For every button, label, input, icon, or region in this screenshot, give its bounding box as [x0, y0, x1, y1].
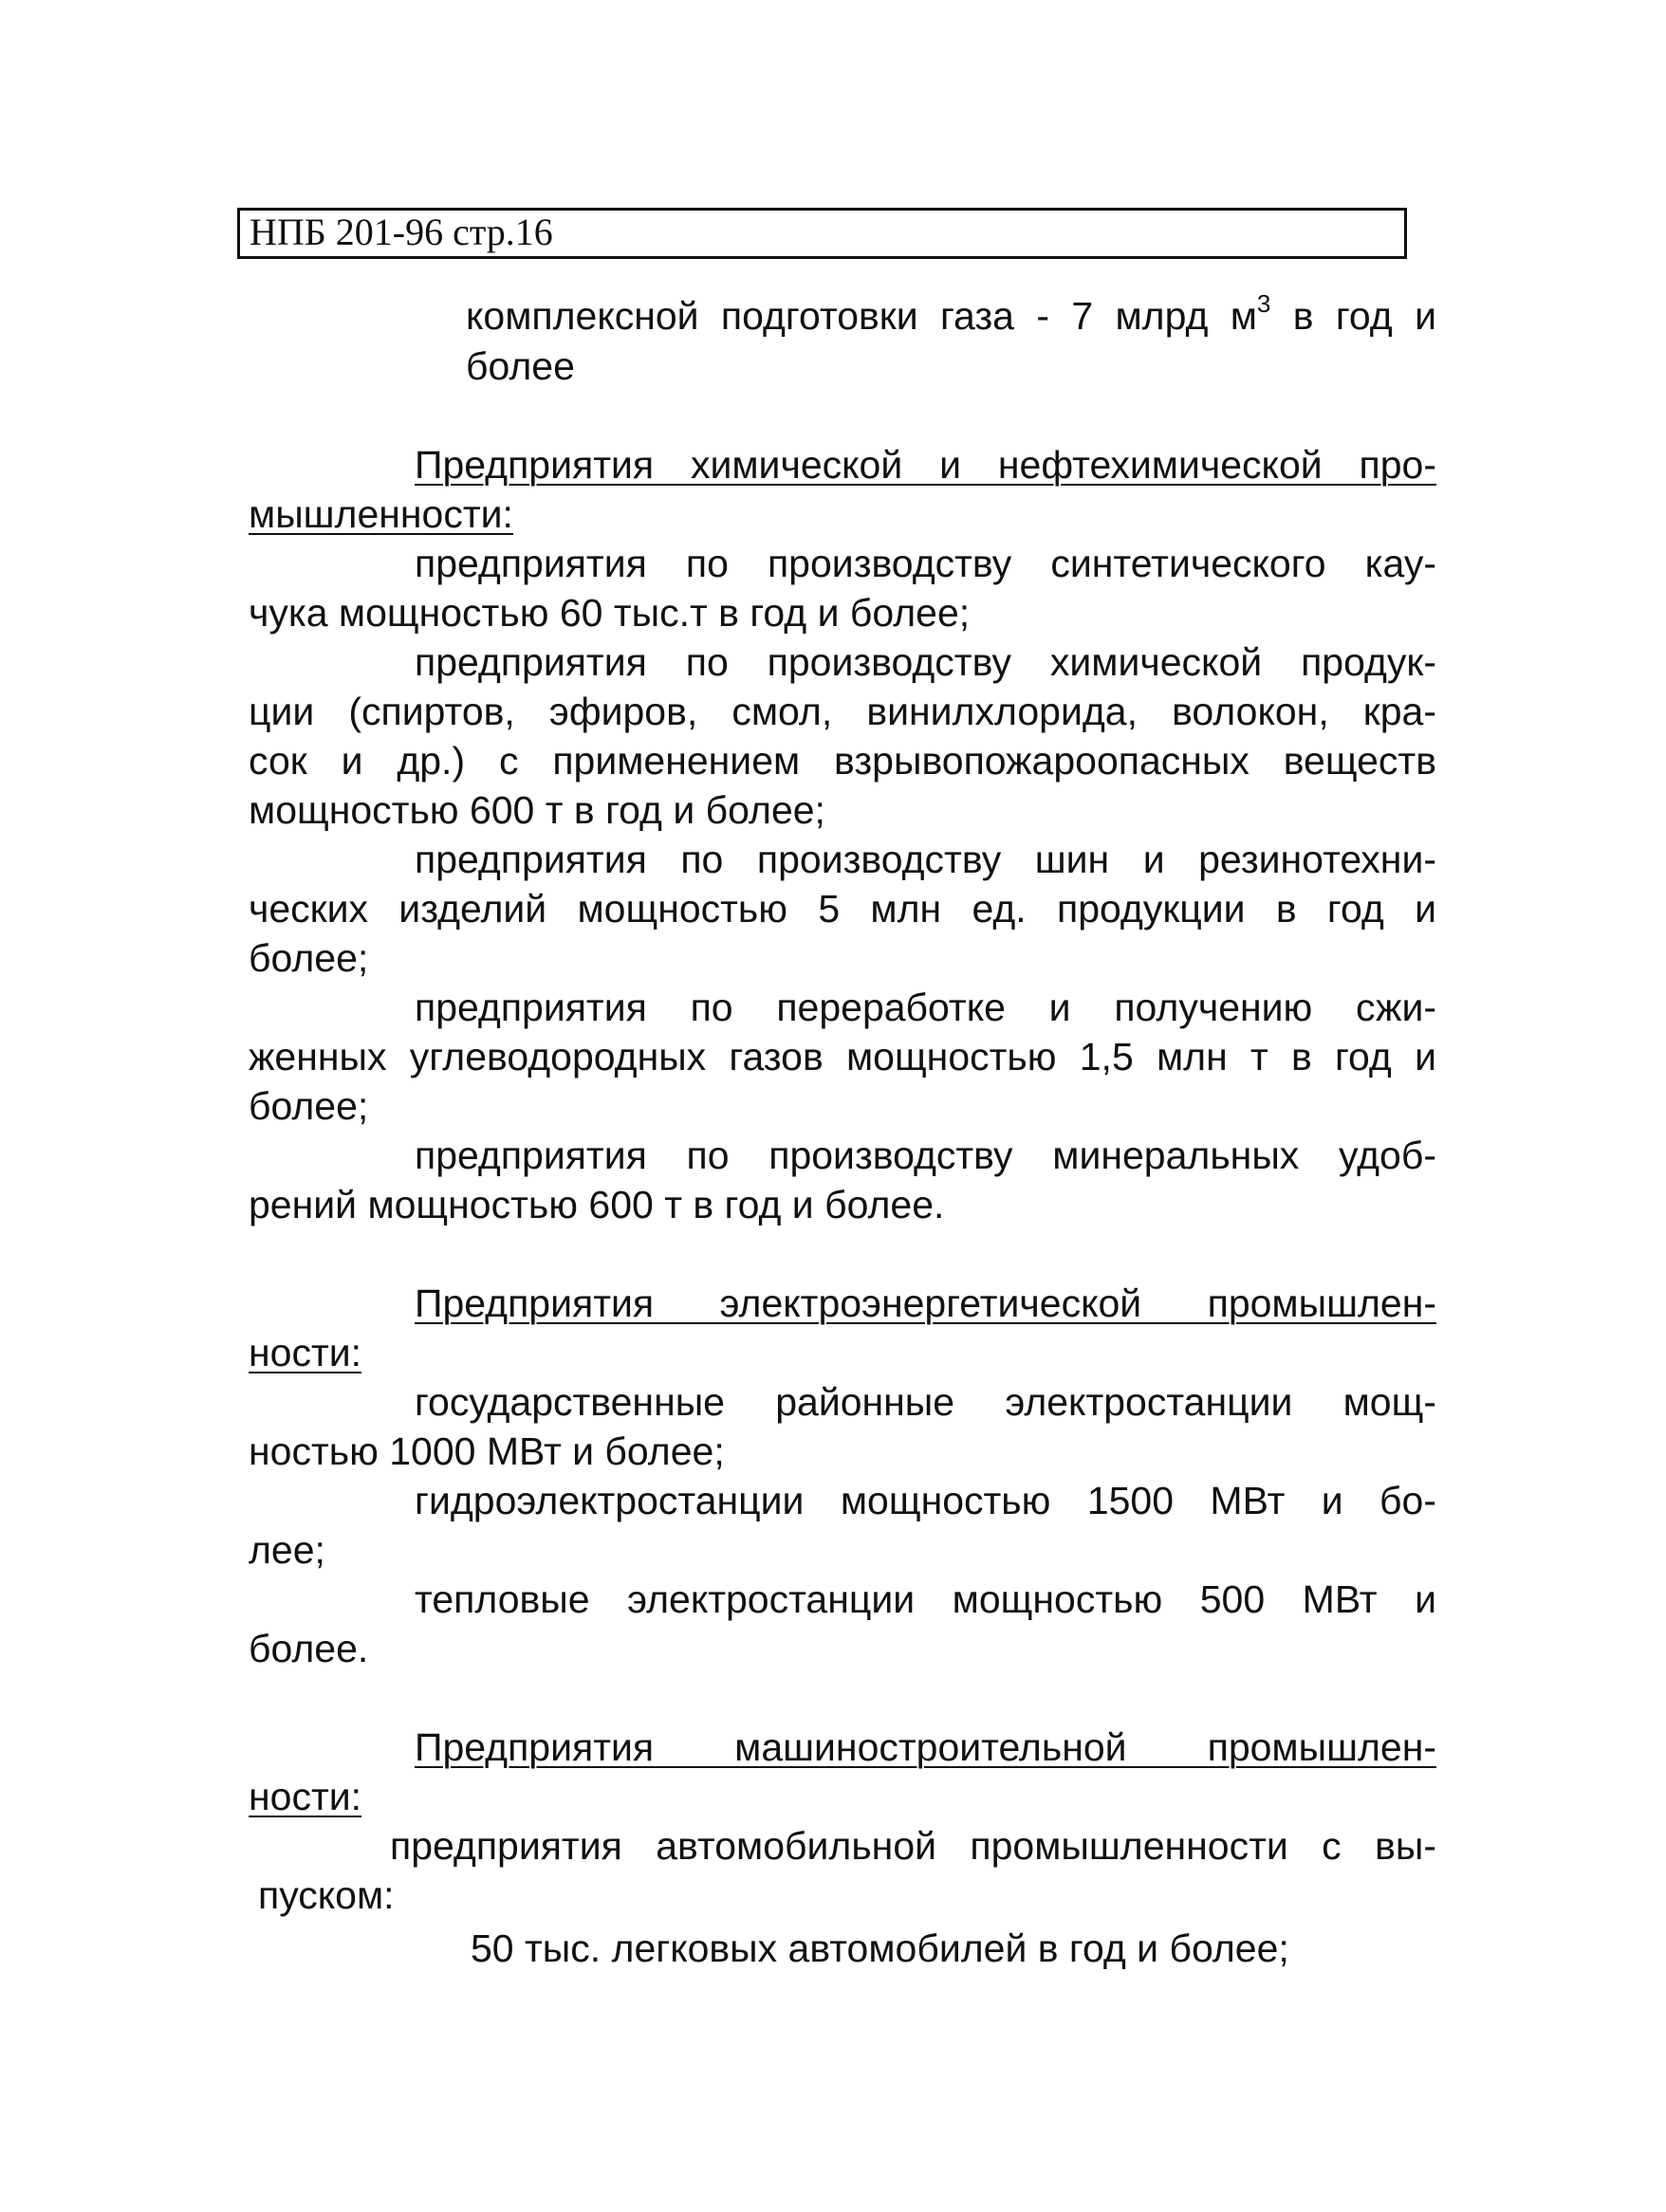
list-item-cont: ческих изделий мощностью 5 млн ед. продукции в год и	[249, 887, 1436, 931]
list-item: предприятия по производству химической продук-	[415, 640, 1436, 684]
section-heading-chemical-cont: мышленности:	[249, 492, 513, 536]
list-item-cont: мощностью 600 т в год и более;	[249, 788, 825, 832]
intro-line-1: комплексной подготовки газа - 7 млрд $м^3$ в год и	[466, 289, 1436, 338]
list-item: предприятия автомобильной промышленности с вы-	[390, 1824, 1436, 1868]
header-title: НПБ 201-96 стр.16	[250, 211, 553, 253]
list-item-cont: ностью 1000 МВт и более;	[249, 1429, 725, 1473]
list-item: гидроэлектростанции мощностью 1500 МВт и бо-	[415, 1479, 1436, 1522]
intro-line-2: более	[466, 344, 575, 388]
list-item: государственные районные электростанции мощ-	[415, 1380, 1436, 1424]
list-item: 50 тыс. легковых автомобилей в год и более;	[471, 1926, 1289, 1970]
list-item-cont: пуском:	[258, 1873, 395, 1917]
list-item-cont: женных углеводородных газов мощностью 1,5 млн т в год и	[249, 1035, 1436, 1078]
section-heading-chemical: Предприятия химической и нефтехимической про-	[415, 443, 1436, 487]
list-item: предприятия по переработке и получению сжи-	[415, 986, 1436, 1029]
section-heading-power: Предприятия электроэнергетической промышлен-	[415, 1281, 1436, 1325]
list-item-cont: более;	[249, 1084, 369, 1128]
list-item-cont: сок и др.) с применением взрывопожароопасных веществ	[249, 739, 1436, 783]
list-item: предприятия по производству шин и резинотехни-	[415, 838, 1436, 881]
list-item-cont: ции (спиртов, эфиров, смол, винилхлорида, волокон, кра-	[249, 690, 1436, 733]
list-item: предприятия по производству синтетического кау-	[415, 542, 1436, 585]
list-item-cont: рений мощностью 600 т в год и более.	[249, 1183, 945, 1226]
list-item: предприятия по производству минеральных удоб-	[415, 1134, 1436, 1177]
list-item: тепловые электростанции мощностью 500 МВт и	[415, 1577, 1436, 1621]
document-header	[237, 208, 1407, 259]
section-heading-power-cont: ности:	[249, 1331, 362, 1374]
list-item-cont: чука мощностью 60 тыс.т в год и более;	[249, 591, 971, 635]
list-item-cont: более.	[249, 1627, 369, 1670]
list-item-cont: лее;	[249, 1528, 325, 1572]
section-heading-machinery-cont: ности:	[249, 1775, 362, 1818]
section-heading-machinery: Предприятия машиностроительной промышлен-	[415, 1725, 1436, 1769]
list-item-cont: более;	[249, 936, 369, 980]
